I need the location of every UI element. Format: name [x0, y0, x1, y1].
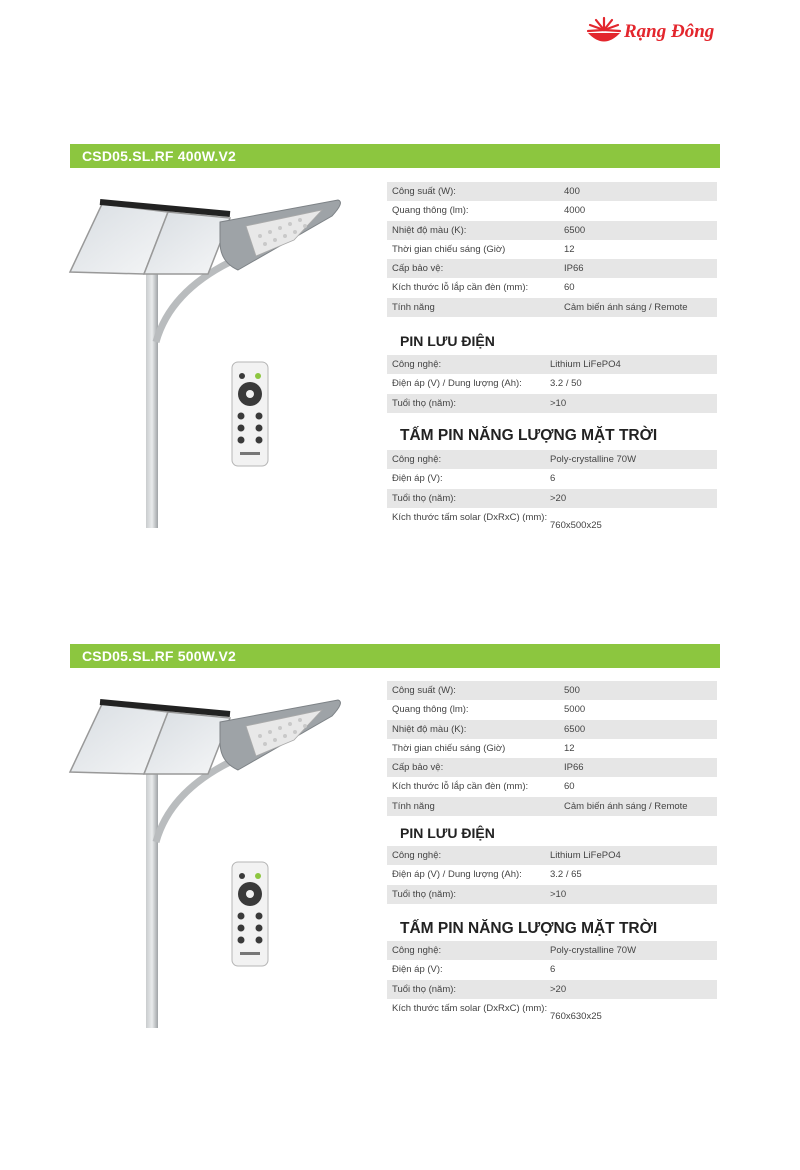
solar-street-light-icon	[60, 182, 360, 528]
spec-row: Tính năng Cảm biến ánh sáng / Remote	[387, 298, 717, 317]
product-title: CSD05.SL.RF 400W.V2	[82, 148, 236, 164]
spec-row: Quang thông (lm): 5000	[392, 704, 586, 716]
spec-row: Nhiệt độ màu (K): 6500	[387, 720, 717, 739]
spec-table	[387, 182, 717, 317]
solar-heading: TẤM PIN NĂNG LƯỢNG MẶT TRỜI	[400, 920, 658, 937]
brand-name: Rạng Đông	[624, 21, 715, 42]
solar-table	[387, 450, 717, 542]
pole	[146, 252, 158, 528]
solar-street-light-icon	[60, 682, 360, 1028]
battery-row: Công nghệ: Lithium LiFePO4	[387, 846, 717, 865]
product-section-1	[0, 144, 800, 644]
spec-row: Công suất (W): 400	[387, 182, 717, 201]
solar-row: Điện áp (V): 6	[392, 473, 556, 485]
battery-row: Tuổi thọ (năm): >10	[387, 885, 717, 904]
battery-heading: PIN LƯU ĐIỆN	[400, 333, 495, 349]
battery-row: Công nghệ: Lithium LiFePO4	[387, 355, 717, 374]
product-image	[60, 182, 360, 528]
product-section-2	[0, 644, 800, 1144]
spec-row: Tính năng Cảm biến ánh sáng / Remote	[387, 797, 717, 816]
spec-row: Thời gian chiếu sáng (Giờ) 12	[392, 742, 575, 754]
product-image	[60, 682, 360, 1028]
solar-row: Điện áp (V): 6	[392, 964, 556, 976]
spec-row: Kích thước lỗ lắp cần đèn (mm): 60	[392, 781, 575, 793]
solar-table	[387, 941, 717, 1033]
battery-row: Tuổi thọ (năm): >10	[387, 394, 717, 413]
spec-row: Công suất (W): 500	[387, 681, 717, 700]
remote-icon	[232, 362, 268, 466]
spec-row: Cấp bảo vệ: IP66	[387, 758, 717, 777]
battery-row: Điện áp (V) / Dung lượng (Ah): 3.2 / 50	[392, 378, 582, 390]
product-title-bar	[70, 644, 720, 668]
solar-row: Công nghệ: Poly-crystalline 70W	[387, 450, 717, 469]
remote-icon	[232, 862, 268, 966]
spec-row: Cấp bảo vệ: IP66	[387, 259, 717, 278]
solar-heading: TẤM PIN NĂNG LƯỢNG MẶT TRỜI	[400, 427, 658, 444]
spec-row: Nhiệt độ màu (K): 6500	[387, 221, 717, 240]
solar-row: Tuổi thọ (năm): >20	[387, 980, 717, 999]
spec-row: Quang thông (lm): 4000	[392, 205, 586, 217]
product-title: CSD05.SL.RF 500W.V2	[82, 648, 236, 664]
solar-row: Kích thước tấm solar (DxRxC) (mm): 760x500x25	[392, 511, 602, 531]
battery-row: Điện áp (V) / Dung lượng (Ah): 3.2 / 65	[392, 869, 582, 881]
solar-row: Công nghệ: Poly-crystalline 70W	[387, 941, 717, 960]
spec-table	[387, 681, 717, 816]
pole	[146, 752, 158, 1028]
spec-row: Kích thước lỗ lắp cần đèn (mm): 60	[392, 282, 575, 294]
solar-row: Tuổi thọ (năm): >20	[387, 489, 717, 508]
spec-row: Thời gian chiếu sáng (Giờ) 12	[392, 243, 575, 255]
battery-table	[387, 355, 717, 413]
sunrise-logo-icon	[586, 16, 622, 46]
product-title-bar	[70, 144, 720, 168]
brand-logo	[586, 16, 736, 48]
battery-table	[387, 846, 717, 904]
solar-row: Kích thước tấm solar (DxRxC) (mm): 760x630x25	[392, 1002, 602, 1022]
battery-heading: PIN LƯU ĐIỆN	[400, 825, 495, 841]
